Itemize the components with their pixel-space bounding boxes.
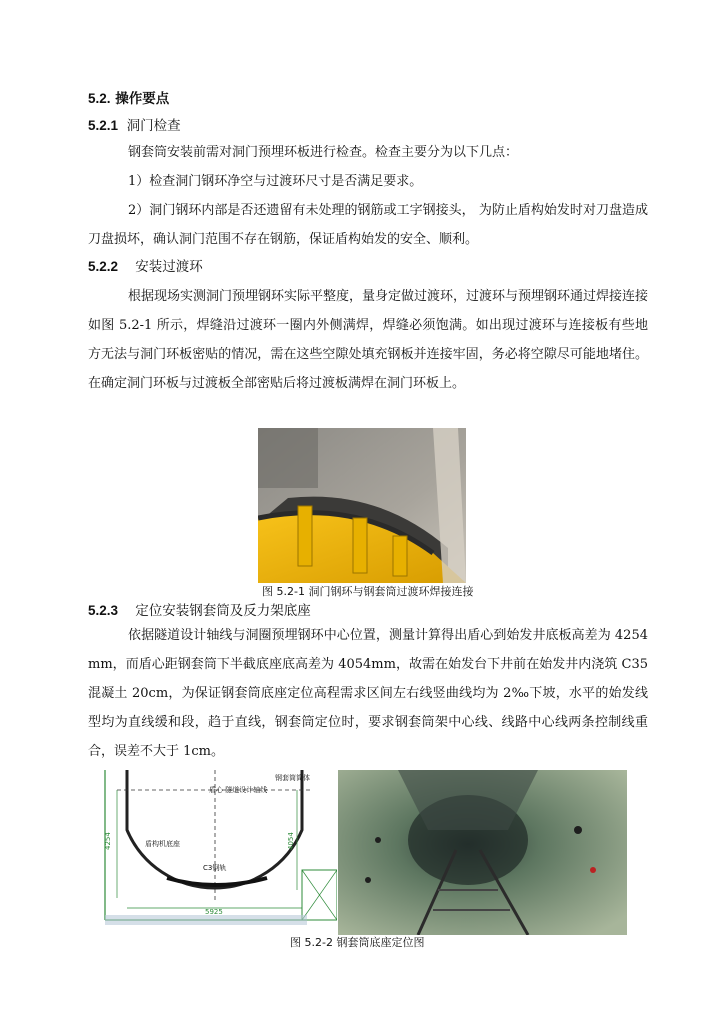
section-heading-5-2	[88, 91, 169, 107]
label-dim-bottom: 5925	[205, 908, 223, 916]
figure-5-2-1-caption: 图 5.2-1 洞门钢环与钢套筒过渡环焊接连接	[262, 585, 474, 598]
section-title: 操作要点	[115, 91, 170, 107]
section-title: 定位安装钢套筒及反力架底座	[135, 603, 311, 619]
welded-ring-photo	[258, 428, 466, 583]
section-heading-5-2-3	[88, 603, 311, 619]
section-title: 安装过渡环	[135, 259, 203, 275]
figure-5-2-2-photo	[338, 770, 627, 935]
figure-5-2-2-drawing	[97, 770, 337, 935]
label-tunnel-axis: 盾心 隧道设计轴线	[209, 786, 268, 794]
paragraph-text: 钢套筒安装前需对洞门预埋环板进行检查。检查主要分为以下几点：	[128, 145, 519, 160]
label-rail: C3钢轨	[203, 864, 227, 872]
section-number: 5.2.3	[88, 603, 119, 618]
section-title: 洞门检查	[126, 118, 181, 134]
section-number: 5.2.2	[88, 259, 119, 274]
section-heading-5-2-1	[88, 118, 181, 134]
label-steel-sleeve: 钢套筒筒体	[275, 774, 310, 782]
paragraph-check-intro	[88, 138, 648, 167]
paragraph-transition-ring	[88, 282, 648, 398]
paragraph-positioning	[88, 621, 648, 766]
steel-sleeve-interior-photo	[338, 770, 627, 935]
section-number: 5.2.1	[88, 118, 119, 133]
figure-5-2-1-photo	[258, 428, 466, 583]
section-number: 5.2.	[88, 91, 111, 106]
paragraph-check-1	[88, 167, 648, 196]
paragraph-text: 1）检查洞门钢环净空与过渡环尺寸是否满足要求。	[128, 174, 423, 189]
paragraph-text: 根据现场实测洞门预埋钢环实际平整度，量身定做过渡环，过渡环与预埋钢环通过焊接连接如图 5.2-1 所示，焊缝沿过渡环一圈内外侧满焊，焊缝必须饱满。如出现过渡环与连接板有些地方无法与洞门环板密贴的情况，需在这些空隙处填充钢板并连接牢固，务必将空隙尽可能地堵住。在确定洞门环板与过渡板全部密贴后将过渡板满焊在洞门环板上。	[88, 289, 649, 391]
paragraph-text: 依据隧道设计轴线与洞圈预埋钢环中心位置，测量计算得出盾心到始发井底板高差为 4254mm，而盾心距钢套筒下半截底座底高差为 4054mm，故需在始发台下井前在始发井内浇筑 C35 混凝土 20cm，为保证钢套筒底座定位高程需求区间左右线竖曲线均为 2‰下坡，水平的始发线型均为直线缓和段，趋于直线，钢套筒定位时，要求钢套筒架中心线、线路中心线两条控制线重合，误差不大于 1cm。	[88, 628, 648, 759]
label-dim-left: 4254	[104, 832, 112, 850]
paragraph-check-2	[88, 196, 648, 254]
paragraph-text: 2）洞门钢环内部是否还遗留有未处理的钢筋或工字钢接头， 为防止盾构始发时对刀盘造成刀盘损坏，确认洞门范围不存在钢筋，保证盾构始发的安全、顺利。	[88, 203, 648, 247]
figure-5-2-2-caption: 图 5.2-2 钢套筒底座定位图	[290, 936, 425, 949]
base-positioning-drawing	[97, 770, 337, 935]
section-heading-5-2-2	[88, 259, 203, 275]
label-shield-base: 盾构机底座	[145, 840, 180, 848]
label-dim-right: 4054	[287, 832, 295, 850]
